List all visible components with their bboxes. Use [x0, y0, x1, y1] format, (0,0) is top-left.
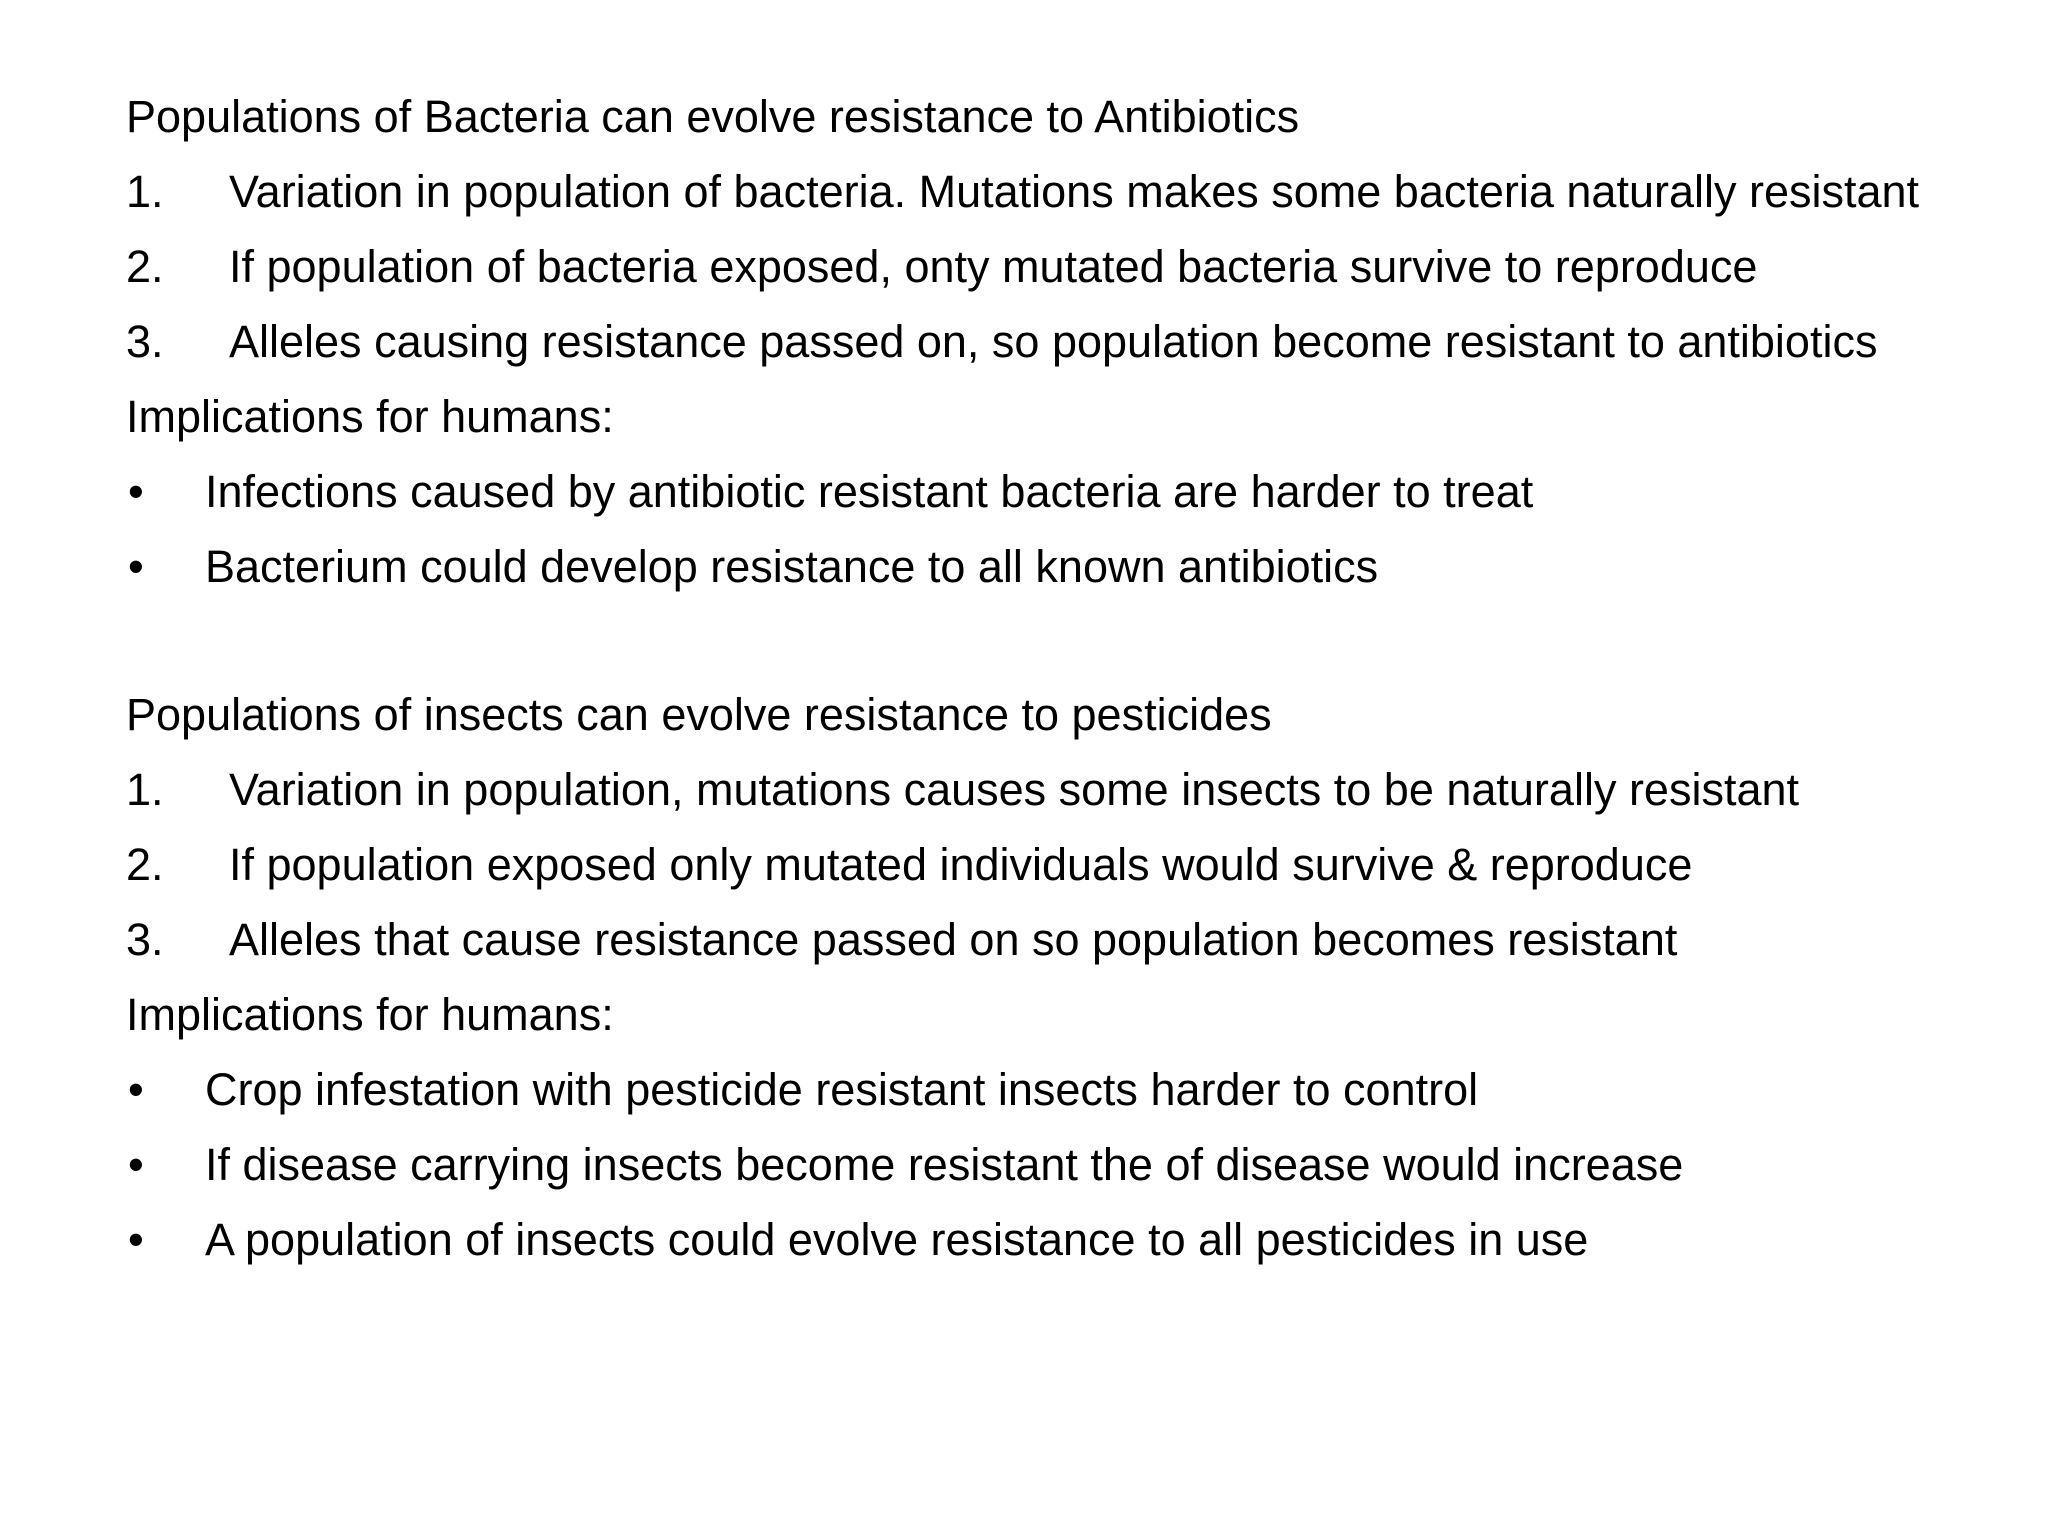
implications-heading: Implications for humans: — [126, 989, 614, 1040]
list-item — [126, 536, 1986, 597]
list-number: 2. — [126, 839, 164, 890]
list-number: 2. — [126, 241, 164, 292]
list-item — [126, 461, 1986, 522]
list-item-text: Variation in population of bacteria. Mutations makes some bacteria naturally resistant — [229, 166, 1920, 217]
list-item-text: If population of bacteria exposed, onty mutated bacteria survive to reproduce — [229, 241, 1758, 292]
list-item-text: A population of insects could evolve resistance to all pesticides in use — [205, 1214, 1589, 1265]
bullet-icon: • — [128, 541, 144, 592]
list-item-text: If population exposed only mutated individuals would survive & reproduce — [229, 839, 1693, 890]
list-item-text: Alleles that cause resistance passed on so population becomes resistant — [229, 914, 1678, 965]
list-item — [126, 1209, 1986, 1270]
list-item-text: Variation in population, mutations causes some insects to be naturally resistant — [229, 764, 1800, 815]
list-item — [126, 1059, 1986, 1120]
list-item-text: If disease carrying insects become resistant the of disease would increase — [205, 1139, 1684, 1190]
slide-content — [126, 86, 1986, 1284]
list-item — [126, 311, 1986, 372]
list-item-text: Crop infestation with pesticide resistant insects harder to control — [205, 1064, 1479, 1115]
list-item — [126, 909, 1986, 970]
list-item — [126, 759, 1986, 820]
list-number: 3. — [126, 316, 164, 367]
bullet-icon: • — [128, 466, 144, 517]
list-item — [126, 236, 1986, 297]
list-item — [126, 834, 1986, 895]
bullet-icon: • — [128, 1064, 144, 1115]
list-item — [126, 161, 1986, 222]
list-item-text: Bacterium could develop resistance to all known antibiotics — [205, 541, 1379, 592]
list-number: 3. — [126, 914, 164, 965]
list-number: 1. — [126, 166, 164, 217]
implications-heading: Implications for humans: — [126, 391, 614, 442]
section-heading-bacteria: Populations of Bacteria can evolve resistance to Antibiotics — [126, 91, 1300, 142]
insect-implications-list — [126, 1059, 1986, 1270]
insect-steps-list — [126, 759, 1986, 970]
list-item-text: Infections caused by antibiotic resistant bacteria are harder to treat — [205, 466, 1534, 517]
list-item-text: Alleles causing resistance passed on, so population become resistant to antibiotics — [229, 316, 1878, 367]
bullet-icon: • — [128, 1139, 144, 1190]
list-item — [126, 1134, 1986, 1195]
bacteria-implications-list — [126, 461, 1986, 597]
section-heading-insects: Populations of insects can evolve resistance to pesticides — [126, 689, 1272, 740]
bullet-icon: • — [128, 1214, 144, 1265]
list-number: 1. — [126, 764, 164, 815]
bacteria-steps-list — [126, 161, 1986, 372]
section-spacer — [126, 611, 1986, 684]
